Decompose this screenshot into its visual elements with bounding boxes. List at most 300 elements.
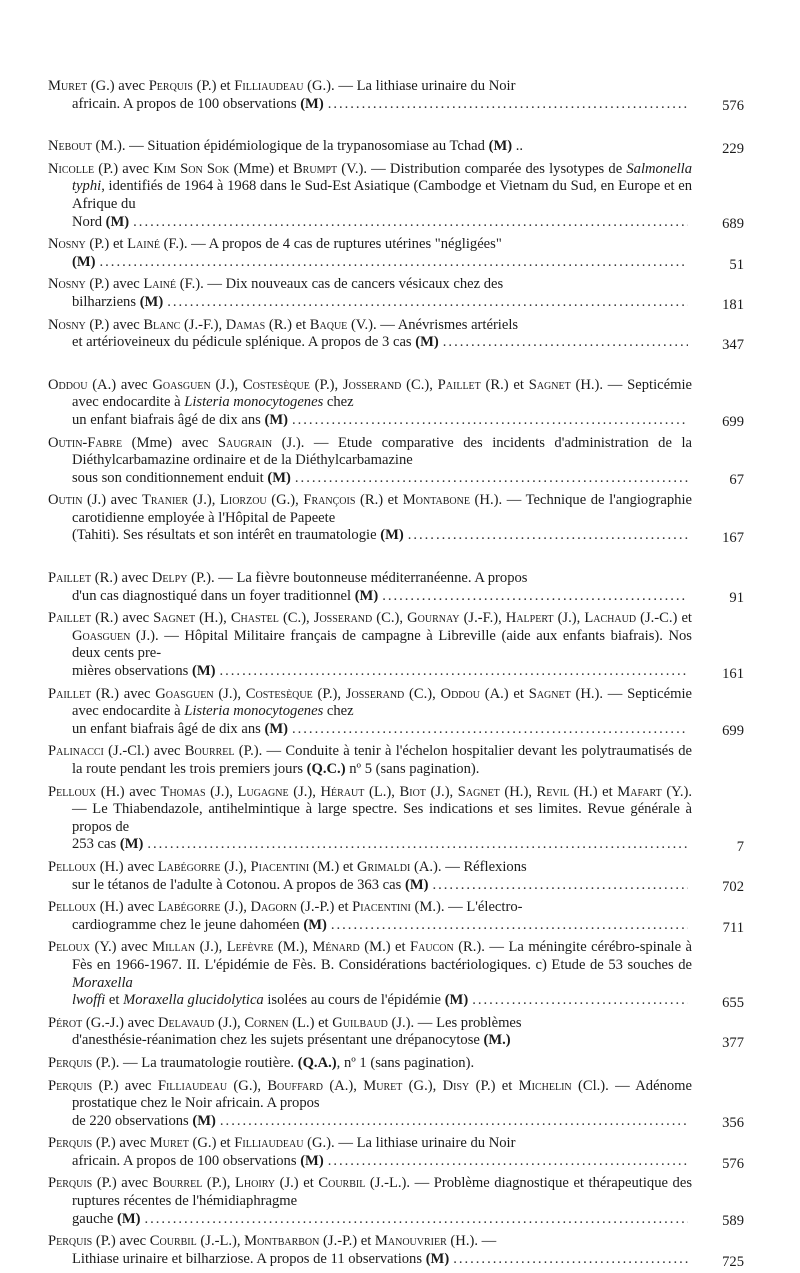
index-entry	[48, 610, 744, 680]
entry-tail-line	[48, 588, 744, 606]
index-entry	[48, 492, 744, 545]
memoir-mark: (M)	[300, 95, 324, 112]
entry-tail-line	[48, 1211, 744, 1229]
entry-text: d'anesthésie-réanimation chez les sujets présentant une drépanocytose	[72, 1032, 484, 1049]
author-name: Josserand	[345, 685, 405, 702]
entry-text: bilharziens	[72, 293, 140, 310]
author-name: Perquis	[148, 78, 193, 94]
entry-tail-line	[48, 96, 744, 114]
entry-body	[48, 743, 744, 778]
entry-tail-line	[48, 527, 744, 545]
author-name: Liorzou	[219, 492, 267, 509]
page-number: 347	[722, 336, 744, 353]
dot-leader	[100, 254, 689, 272]
author-initials: (R.) et	[480, 376, 529, 393]
author-name: Lachaud	[584, 610, 637, 627]
author-initials: (J.-P.) et	[296, 899, 353, 916]
author-name: Blanc	[143, 316, 181, 333]
entry-body	[48, 236, 744, 254]
entry-body	[48, 784, 744, 837]
author-initials: (P.),	[312, 685, 346, 702]
index-entry	[48, 859, 744, 894]
dot-leader	[382, 588, 688, 606]
author-initials: (J.),	[205, 783, 238, 800]
entry-tail-line	[48, 412, 744, 430]
entry-tail-line	[48, 877, 744, 895]
author-initials: (G.). —	[303, 1135, 357, 1152]
page-number: 229	[722, 140, 744, 157]
author-initials: (J.-L.). —	[365, 1175, 434, 1192]
page-number: 181	[722, 296, 744, 313]
entry-text: gauche	[72, 1210, 117, 1227]
author-initials: (J.),	[188, 492, 220, 509]
entry-tail-line	[48, 917, 744, 935]
author-name: Bouffard	[267, 1077, 323, 1094]
memoir-mark: (M)	[119, 836, 144, 853]
page-number: 699	[722, 723, 744, 740]
author-name: Bourrel	[152, 1175, 203, 1192]
author-name: Pelloux	[48, 858, 97, 875]
page-number: 711	[722, 919, 744, 936]
author-name: Goasguen	[72, 627, 131, 644]
dot-leader	[331, 917, 688, 935]
author-initials: (J.-Cl.) avec	[103, 743, 185, 760]
memoir-mark: (M)	[425, 1250, 450, 1267]
page-number: 576	[722, 1155, 744, 1172]
author-name: Pelloux	[48, 783, 97, 800]
entry-body	[48, 1233, 744, 1251]
author-initials: (G.-J.) avec	[82, 1014, 159, 1031]
author-initials: (J.),	[553, 610, 585, 627]
author-initials: (G.),	[402, 1077, 443, 1094]
author-initials: (A.),	[323, 1077, 364, 1094]
author-name: Dagorn	[250, 899, 297, 916]
entry-body	[48, 610, 744, 663]
entry-tail-text	[72, 1113, 216, 1131]
entry-tail-line	[48, 470, 744, 488]
author-name: Josserand	[313, 610, 373, 627]
entry-text: Réflexions	[463, 858, 527, 875]
entry-text: d'un cas diagnostiqué dans un foyer traditionnel	[72, 587, 355, 604]
entry-text: (Tahiti). Ses résultats et son intérêt en traumatologie	[72, 527, 381, 544]
author-initials: (L.),	[364, 783, 400, 800]
page-number: 7	[736, 838, 744, 855]
entry-text: La lithiase urinaire du Noir	[356, 78, 516, 94]
entry-body	[48, 859, 744, 877]
author-name: Kim Son Sok	[153, 160, 230, 177]
memoir-mark: (M)	[267, 469, 291, 486]
memoir-mark: (M)	[380, 527, 404, 544]
entry-body	[48, 1015, 744, 1033]
memoir-mark: (M)	[105, 213, 130, 230]
author-name: Pérot	[48, 1014, 83, 1031]
author-name: Perquis	[48, 1135, 93, 1152]
author-initials: (P.) et	[85, 236, 128, 253]
dot-leader	[328, 1153, 688, 1171]
author-initials: (L.) et	[288, 1014, 333, 1031]
author-initials: (J.),	[210, 376, 243, 393]
author-initials: (C.),	[404, 685, 441, 702]
entry-text: Technique de l'angiographie carotidienne employée à l'Hôpital de Papeete	[72, 492, 692, 526]
author-initials: (J.),	[288, 783, 321, 800]
entry-body	[48, 1175, 744, 1210]
author-initials: (H.) avec	[96, 858, 158, 875]
author-initials: (J.),	[220, 858, 251, 875]
memoir-mark: (M)	[139, 293, 164, 310]
author-initials: (J.-P.) et	[319, 1233, 375, 1250]
page-number: 51	[729, 256, 744, 273]
entry-text: Etude comparative des incidents d'administration de la Diéthylcarbamazine ordinaire et de la Diéthylcarbamazine	[72, 434, 692, 469]
entry-body	[48, 161, 744, 214]
author-initials: (J.),	[425, 783, 458, 800]
author-initials: (R.) avec	[91, 570, 152, 587]
index-entry	[48, 236, 744, 271]
author-name: Gournay	[407, 610, 460, 627]
entry-tail-text	[72, 412, 288, 430]
memoir-mark: (M)	[116, 1210, 141, 1227]
entry-tail-text	[72, 1032, 511, 1050]
entry-text: africain. A propos de 100 observations	[72, 1152, 301, 1169]
index-entry	[48, 1135, 744, 1170]
page-number: 377	[722, 1035, 744, 1052]
author-name: Nosny	[48, 316, 86, 333]
author-initials: (H.). —	[446, 1233, 497, 1250]
entry-body	[48, 78, 744, 96]
index-entry	[48, 1078, 744, 1131]
author-initials: (V.). —	[347, 316, 398, 333]
author-initials: (H.). —	[570, 685, 628, 702]
entry-tail-line	[48, 992, 744, 1010]
author-initials: (C.),	[401, 376, 438, 393]
author-name: Nosny	[48, 276, 86, 293]
group-separator	[48, 550, 744, 570]
index-entry	[48, 276, 744, 311]
author-name: Biot	[399, 783, 426, 800]
author-initials: (J.). —	[272, 434, 339, 451]
author-name: Bourrel	[184, 743, 235, 760]
author-initials: (A.) et	[479, 685, 529, 702]
author-initials: (J.-F.),	[459, 610, 506, 627]
author-name: Delavaud	[158, 1014, 215, 1031]
dot-leader	[443, 334, 688, 352]
memoir-mark: (M)	[303, 916, 327, 933]
author-name: Mafart	[617, 783, 662, 800]
author-name: Thomas	[160, 783, 206, 800]
memoir-mark: (M)	[191, 663, 216, 680]
author-name: Lainé	[143, 276, 177, 293]
author-initials: (J.-F.),	[180, 316, 226, 333]
index-entry	[48, 1015, 744, 1050]
entry-tail-line	[48, 1113, 744, 1131]
author-name: Muret	[149, 1135, 189, 1152]
author-name: Lhoiry	[235, 1175, 276, 1192]
entry-tail-text	[72, 721, 288, 739]
entry-text: sur le tétanos de l'adulte à Cotonou. A propos de 363 cas	[72, 876, 405, 893]
entry-tail-text	[72, 917, 327, 935]
entry-text: de 220 observations	[72, 1112, 193, 1129]
author-initials: (M.) et	[359, 939, 411, 956]
entry-tail-text	[72, 877, 428, 895]
index-entry	[48, 138, 744, 156]
author-name: Delpy	[151, 570, 188, 587]
author-name: Outin	[48, 492, 83, 509]
entry-text: mières observations	[72, 663, 192, 680]
index-entry	[48, 570, 744, 605]
entry-tail-text	[72, 1251, 449, 1269]
author-name: Costesèque	[245, 685, 313, 702]
author-name: Lefèvre	[226, 939, 274, 956]
author-initials: (R.) et	[265, 316, 310, 333]
author-initials: (R.) avec	[91, 610, 154, 627]
author-name: Brumpt	[292, 160, 338, 177]
author-name: Ménard	[312, 939, 360, 956]
index-entry	[48, 743, 744, 778]
author-initials: (Y.). —	[72, 783, 692, 818]
author-name: Courbil	[149, 1233, 197, 1250]
index-entry	[48, 1055, 744, 1073]
entry-text: L'électro-	[466, 899, 523, 916]
author-name: Revil	[536, 783, 570, 800]
author-initials: (M.) et	[309, 858, 358, 875]
author-name: Millan	[152, 939, 196, 956]
entry-body	[48, 939, 744, 992]
page-number: 576	[722, 98, 744, 115]
author-initials: (G.),	[227, 1077, 268, 1094]
author-name: Paillet	[48, 610, 92, 627]
entry-text: un enfant biafrais âgé de dix ans	[72, 411, 265, 428]
author-name: Labégorre	[157, 858, 221, 875]
index-entry	[48, 317, 744, 352]
entry-text: cardiogramme chez le jeune dahoméen	[72, 916, 304, 933]
entry-tail-text	[72, 836, 143, 854]
dot-leader	[292, 412, 688, 430]
author-initials: (P.). —	[234, 743, 286, 760]
author-initials: (C.),	[372, 610, 408, 627]
author-initials: (H.) avec	[96, 899, 158, 916]
author-name: Pelloux	[48, 899, 97, 916]
author-initials: (J.) et	[275, 1175, 319, 1192]
memoir-mark: (M.)	[483, 1032, 511, 1049]
author-initials: (P.),	[202, 1175, 235, 1192]
dot-leader	[144, 1211, 688, 1229]
author-initials: (R.) et	[355, 492, 403, 509]
author-initials: (R.). —	[453, 939, 509, 956]
entry-text: Nord	[72, 213, 106, 230]
author-name: Michelin	[518, 1077, 572, 1094]
entry-text: La lithiase urinaire du Noir	[356, 1135, 516, 1152]
index-entry	[48, 161, 744, 231]
author-initials: (H.). —	[469, 492, 526, 509]
entry-body	[48, 1055, 744, 1073]
dot-leader	[453, 1251, 688, 1269]
author-name: Cornen	[244, 1014, 289, 1031]
entry-tail-line	[48, 214, 744, 232]
author-name: Sagnet	[457, 783, 500, 800]
entry-body	[48, 377, 744, 412]
page-number: 699	[722, 414, 744, 431]
author-name: Montbarbon	[244, 1233, 320, 1250]
dot-leader	[432, 877, 688, 895]
author-name: Perquis	[48, 1077, 93, 1094]
entry-body	[48, 899, 744, 917]
memoir-mark: (M)	[404, 876, 429, 893]
author-name: Paillet	[48, 685, 92, 702]
author-initials: (G.),	[266, 492, 304, 509]
author-initials: (P.) avec	[92, 1135, 150, 1152]
author-name: Paillet	[437, 376, 481, 393]
entry-tail-text	[72, 663, 215, 681]
index-entry	[48, 435, 744, 488]
author-name: Goasguen	[152, 376, 211, 393]
entry-tail-text	[72, 254, 96, 272]
entry-body	[48, 1135, 744, 1153]
author-name: Montabone	[402, 492, 470, 509]
author-initials: (J.),	[214, 1014, 245, 1031]
author-name: Goasguen	[155, 685, 214, 702]
author-name: Piacentini	[352, 899, 411, 916]
entry-text: lwoffi et Moraxella glucidolytica isolées au cours de l'épidémie	[72, 992, 445, 1009]
author-initials: (Cl.). —	[571, 1077, 636, 1094]
author-initials: (G.) avec	[87, 78, 149, 94]
author-initials: (C.),	[278, 610, 314, 627]
memoir-mark: (M)	[72, 253, 96, 270]
memoir-mark: (M)	[444, 992, 469, 1009]
page-number: 702	[722, 879, 744, 896]
entry-tail-text	[72, 588, 378, 606]
entry-text: Dix nouveaux cas de cancers vésicaux chez des	[225, 276, 504, 293]
author-name: Manouvrier	[374, 1233, 447, 1250]
author-name: Disy	[442, 1077, 470, 1094]
entry-text: Distribution comparée des lysotypes de Salmonella typhi, identifiés de 1964 à 1968 dans le Sud-Est Asiatique (Cambodge et Vietnam du Sud, en Europe et en Afrique du	[72, 160, 693, 212]
memoir-mark: (M)	[300, 1152, 324, 1169]
author-name: Nosny	[48, 236, 86, 253]
entry-text: Situation épidémiologique de la trypanosomiase au Tchad	[147, 138, 489, 155]
entry-body	[48, 1078, 744, 1113]
index-entry	[48, 78, 744, 113]
entry-tail-line	[48, 1153, 744, 1171]
page-number: 161	[722, 665, 744, 682]
author-initials: (P.) avec	[92, 1233, 150, 1250]
author-name: Outin-Fabre	[48, 434, 123, 451]
entry-text: Problème diagnostique et thérapeutique des ruptures récentes de l'hémidiaphragme	[72, 1175, 693, 1210]
dot-leader	[219, 663, 688, 681]
author-initials: (M.). —	[91, 138, 148, 155]
author-initials: (A.). —	[410, 858, 464, 875]
author-initials: (J.) avec	[82, 492, 142, 509]
author-name: Héraut	[320, 783, 365, 800]
author-initials: (P.). —	[187, 570, 237, 587]
author-initials: (P.) avec	[85, 276, 144, 293]
entry-body	[48, 317, 744, 335]
author-name: Filliaudeau	[157, 1077, 228, 1094]
author-name: Damas	[225, 316, 266, 333]
author-name: François	[303, 492, 356, 509]
author-name: Muret	[363, 1077, 403, 1094]
author-initials: (P.) et	[469, 1077, 519, 1094]
author-initials: (M.). —	[410, 899, 467, 916]
author-initials: (J.-L.),	[196, 1233, 245, 1250]
index-entry	[48, 939, 744, 1009]
entry-tail-text	[72, 992, 468, 1010]
entry-text: La traumatologie routière. (Q.A.), nº 1 (sans pagination).	[141, 1054, 475, 1071]
dot-leader	[472, 992, 688, 1010]
dot-leader	[167, 294, 688, 312]
entry-tail-text	[72, 294, 163, 312]
index-entry	[48, 899, 744, 934]
index-entry	[48, 377, 744, 430]
author-initials: (P.) avec	[85, 316, 144, 333]
entry-text: La méningite cérébro-spinale à Fès en 1966-1967. II. L'épidémie de Fès. B. Considérations bactériologiques. c) Etude de 53 souches de Moraxella	[72, 939, 693, 991]
entry-tail-line	[48, 294, 744, 312]
author-name: Tranier	[141, 492, 189, 509]
entry-text: africain. A propos de 100 observations	[72, 95, 301, 112]
author-initials: (P.). —	[92, 1054, 142, 1071]
entry-text: Adénome prostatique chez le Noir africain. A propos	[72, 1077, 693, 1112]
entry-body	[48, 492, 744, 527]
entry-text: A propos de 4 cas de ruptures utérines "négligées"	[208, 236, 502, 253]
author-initials: (J.). —	[387, 1014, 437, 1031]
author-initials: (J.),	[220, 899, 251, 916]
author-name: Perquis	[48, 1175, 93, 1192]
author-initials: (F.). —	[159, 236, 209, 253]
entry-text: un enfant biafrais âgé de dix ans	[72, 720, 265, 737]
author-initials: (F.). —	[176, 276, 226, 293]
author-name: Grimaldi	[357, 858, 411, 875]
author-initials: (V.). —	[337, 160, 390, 177]
author-initials: (Mme) et	[229, 160, 293, 177]
author-initials: (H.),	[195, 610, 231, 627]
entry-text: sous son conditionnement enduit	[72, 469, 268, 486]
author-initials: (P.),	[309, 376, 343, 393]
author-name: Paillet	[48, 570, 92, 587]
entry-body	[48, 276, 744, 294]
author-name: Sagnet	[528, 376, 571, 393]
entry-text: Lithiase urinaire et bilharziose. A propos de 11 observations	[72, 1250, 426, 1267]
author-initials: (G.). —	[303, 78, 357, 94]
dot-leader	[292, 721, 688, 739]
entry-text: Anévrismes artériels	[397, 316, 519, 333]
author-initials: (H.) et	[569, 783, 618, 800]
author-initials: (Mme) avec	[122, 434, 218, 451]
author-name: Baque	[309, 316, 348, 333]
author-name: Courbil	[318, 1175, 366, 1192]
memoir-mark: (M)	[192, 1112, 216, 1129]
group-separator	[48, 118, 744, 138]
entry-tail-text	[72, 334, 439, 352]
author-name: Saugrain	[217, 434, 273, 451]
page-number: 689	[722, 216, 744, 233]
page-number: 91	[729, 590, 744, 607]
author-name: Halpert	[505, 610, 554, 627]
dot-leader	[295, 470, 688, 488]
entry-tail-line	[48, 663, 744, 681]
author-name: Oddou	[440, 685, 480, 702]
author-name: Peloux	[48, 939, 90, 956]
author-name: Nicolle	[48, 160, 95, 177]
author-name: Nebout	[48, 138, 92, 155]
memoir-mark: (M)	[488, 138, 513, 155]
author-name: Guilbaud	[332, 1014, 388, 1031]
memoir-mark: (M)	[264, 720, 288, 737]
author-name: Muret	[48, 78, 88, 94]
entry-text: Hôpital Militaire français de campagne à Libreville (aide aux enfants biafrais). Nos deux cents pre-	[72, 627, 692, 662]
page-number: 725	[722, 1253, 744, 1270]
page-number: 356	[722, 1114, 744, 1131]
index-entry	[48, 686, 744, 739]
author-name: Josserand	[342, 376, 402, 393]
dot-leader	[328, 96, 688, 114]
entry-text: Les problèmes	[436, 1014, 522, 1031]
